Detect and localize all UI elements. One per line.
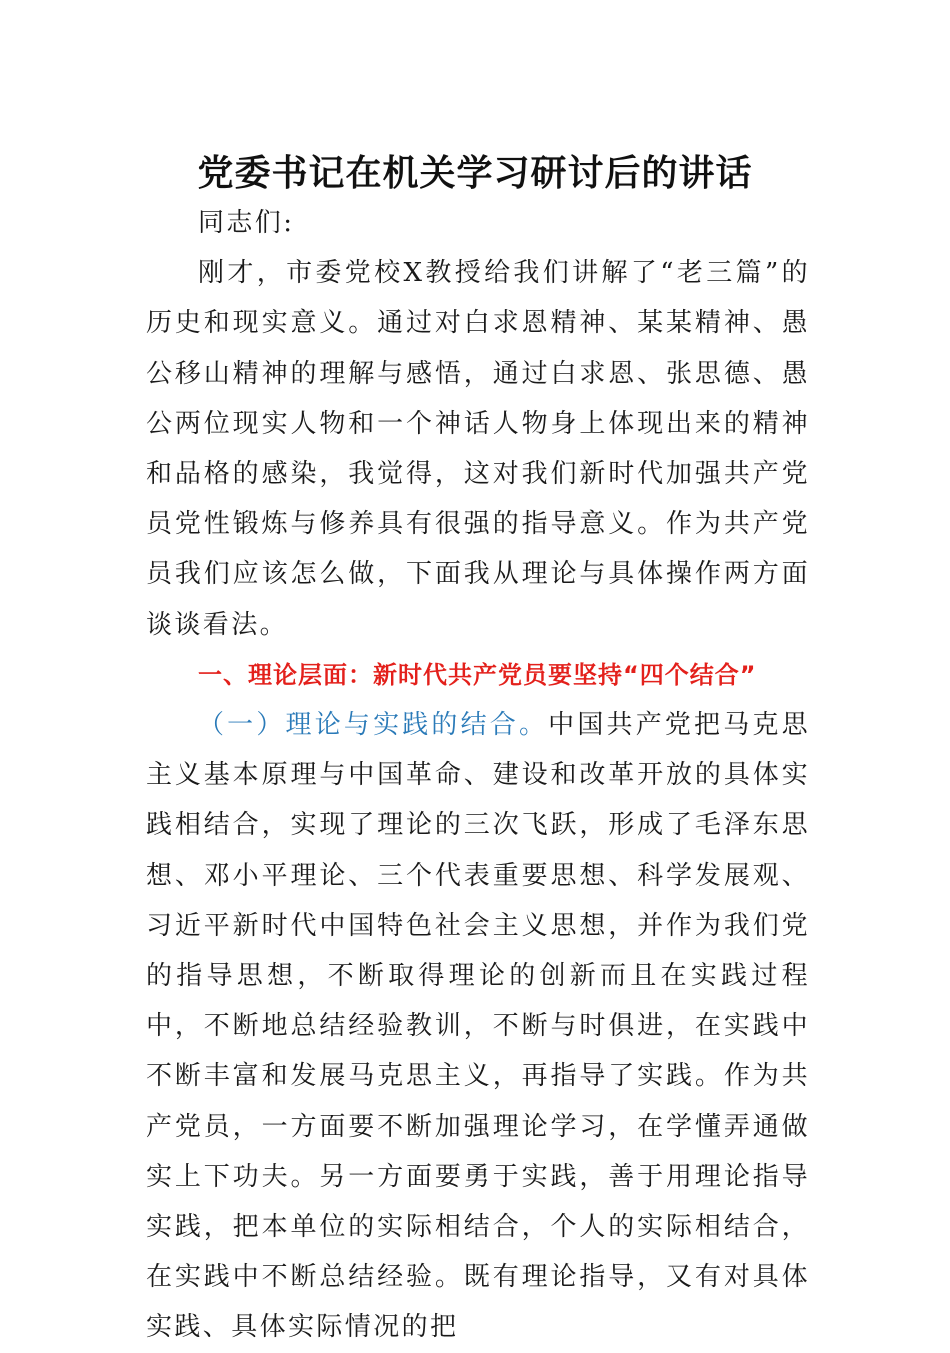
intro-paragraph: 刚才，市委党校X教授给我们讲解了“老三篇”的历史和现实意义。通过对白求恩精神、某某精神、愚公移山精神的理解与感悟，通过白求恩、张思德、愚公两位现实人物和一个神话人物身上体现出来的精神和品格的感染，我觉得，这对我们新时代加强共产党员党性锻炼与修养具有很强的指导意义。作为共产党员我们应该怎么做，下面我从理论与具体操作两方面谈谈看法。 (146, 258, 810, 640)
section-heading (146, 650, 810, 700)
section-heading-text: 一、理论层面：新时代共产党员要坚持“四个结合” (198, 660, 757, 689)
subsection-heading: （一）理论与实践的结合。 (198, 710, 549, 741)
document-title: 党委书记在机关学习研讨后的讲话 (197, 153, 753, 194)
document-body (146, 198, 810, 1353)
salutation: 同志们: (198, 208, 295, 238)
subsection-body: 中国共产党把马克思主义基本原理与中国革命、建设和改革开放的具体实践相结合，实现了理论的三次飞跃，形成了毛泽东思想、邓小平理论、三个代表重要思想、科学发展观、习近平新时代中国特色社会主义思想，并作为我们党的指导思想，不断取得理论的创新而且在实践过程中，不断地总结经验教训，不断与时俱进，在实践中不断丰富和发展马克思主义，再指导了实践。作为共产党员，一方面要不断加强理论学习，在学懂弄通做实上下功夫。另一方面要勇于实践，善于用理论指导实践，把本单位的实际相结合，个人的实际相结合，在实践中不断总结经验。既有理论指导，又有对具体实践、具体实际情况的把 (146, 710, 810, 1343)
subsection-paragraph (146, 700, 810, 1353)
